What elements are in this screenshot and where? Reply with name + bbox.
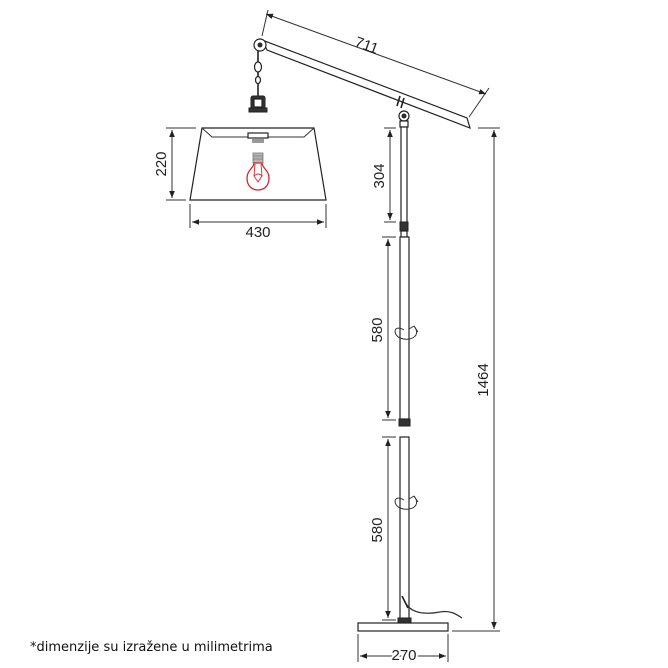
shade-width-label: 430 <box>245 224 271 241</box>
base-width-dimension <box>358 634 448 664</box>
base-width-label: 270 <box>391 647 417 664</box>
middle-rod <box>399 237 410 426</box>
shade-height-dimension <box>153 128 196 200</box>
arm-length-label: 711 <box>352 33 381 58</box>
shade-width-dimension <box>190 204 326 241</box>
lamp-shade <box>190 128 326 200</box>
upper-rod-dimension <box>371 128 396 222</box>
lower-rod-dimension <box>369 437 396 620</box>
lower-rod-label: 580 <box>369 517 386 543</box>
units-note: *dimenzije su izražene u milimetrima <box>30 640 273 655</box>
upper-rod <box>400 127 408 237</box>
total-height-label: 1464 <box>475 363 492 397</box>
power-cord <box>402 596 462 618</box>
middle-rod-dimension <box>369 237 396 420</box>
shade-height-label: 220 <box>153 151 170 177</box>
lower-rod <box>398 437 411 623</box>
lamp-base <box>358 623 448 631</box>
arm-dimension <box>262 10 489 117</box>
pivot-joint <box>399 111 409 127</box>
total-height-dimension <box>452 128 500 631</box>
middle-rod-label: 580 <box>369 317 386 343</box>
upper-rod-label: 304 <box>371 163 388 189</box>
shade-hanger <box>249 50 267 112</box>
